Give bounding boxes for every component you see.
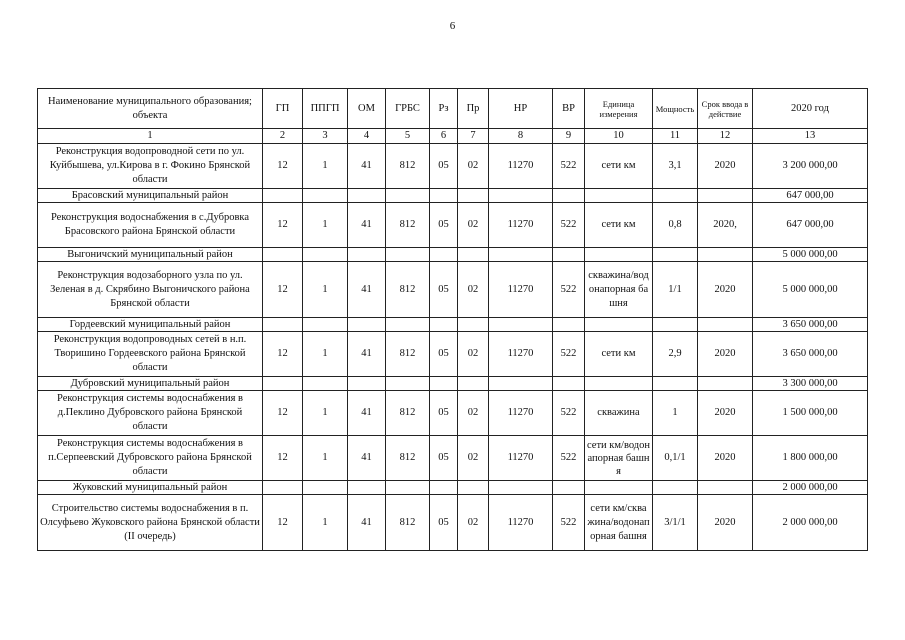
- om-cell: 41: [348, 144, 386, 189]
- district-name: Жуковский муниципальный район: [38, 481, 263, 495]
- vr-cell: 522: [553, 262, 585, 318]
- power-cell: 0,8: [653, 203, 698, 248]
- district-row: [38, 481, 868, 495]
- term-cell: 2020,: [698, 203, 753, 248]
- om-cell: 41: [348, 495, 386, 551]
- nr-cell: 11270: [489, 495, 553, 551]
- nr-cell: 11270: [489, 144, 553, 189]
- vr-cell: 522: [553, 391, 585, 436]
- ppgp-cell: 1: [303, 436, 348, 481]
- column-number: 6: [430, 129, 458, 144]
- budget-table: [37, 88, 868, 551]
- district-row: [38, 189, 868, 203]
- object-name: Реконструкция системы водоснабжения в п.Серпеевский Дубровского района Брянской области: [38, 436, 263, 481]
- header-nr: НР: [489, 89, 553, 129]
- vr-cell: 522: [553, 436, 585, 481]
- district-row: [38, 377, 868, 391]
- power-cell: 0,1/1: [653, 436, 698, 481]
- header-power: Мощность: [653, 89, 698, 129]
- amount-cell: 3 200 000,00: [753, 144, 868, 189]
- header-row: [38, 89, 868, 129]
- column-number-row: [38, 129, 868, 144]
- rz-cell: 05: [430, 436, 458, 481]
- header-ppgp: ППГП: [303, 89, 348, 129]
- rz-cell: 05: [430, 262, 458, 318]
- om-cell: 41: [348, 436, 386, 481]
- gp-cell: 12: [263, 203, 303, 248]
- om-cell: 41: [348, 203, 386, 248]
- column-number: 2: [263, 129, 303, 144]
- column-number: 1: [38, 129, 263, 144]
- pr-cell: 02: [458, 262, 489, 318]
- gp-cell: 12: [263, 262, 303, 318]
- gp-cell: 12: [263, 495, 303, 551]
- grbs-cell: 812: [386, 262, 430, 318]
- power-cell: 2,9: [653, 332, 698, 377]
- rz-cell: 05: [430, 495, 458, 551]
- pr-cell: 02: [458, 144, 489, 189]
- district-name: Дубровский муниципальный район: [38, 377, 263, 391]
- object-row: [38, 332, 868, 377]
- power-cell: 3/1/1: [653, 495, 698, 551]
- term-cell: 2020: [698, 391, 753, 436]
- district-amount: 5 000 000,00: [753, 248, 868, 262]
- column-number: 7: [458, 129, 489, 144]
- rz-cell: 05: [430, 391, 458, 436]
- page-number: 6: [449, 20, 456, 32]
- object-name: Реконструкция водоснабжения в с.Дубровка Брасовского района Брянской области: [38, 203, 263, 248]
- ppgp-cell: 1: [303, 495, 348, 551]
- power-cell: 1: [653, 391, 698, 436]
- header-name: Наименование муниципального образования; объекта: [38, 89, 263, 129]
- term-cell: 2020: [698, 262, 753, 318]
- rz-cell: 05: [430, 332, 458, 377]
- unit-cell: сети км: [585, 203, 653, 248]
- district-amount: 647 000,00: [753, 189, 868, 203]
- column-number: 3: [303, 129, 348, 144]
- column-number: 8: [489, 129, 553, 144]
- column-number: 9: [553, 129, 585, 144]
- object-name: Реконструкция системы водоснабжения в д.Пеклино Дубровского района Брянской области: [38, 391, 263, 436]
- header-grbs: ГРБС: [386, 89, 430, 129]
- term-cell: 2020: [698, 495, 753, 551]
- unit-cell: сети км/скважина/водонапорная башня: [585, 495, 653, 551]
- column-number: 12: [698, 129, 753, 144]
- rz-cell: 05: [430, 203, 458, 248]
- nr-cell: 11270: [489, 203, 553, 248]
- term-cell: 2020: [698, 144, 753, 189]
- pr-cell: 02: [458, 203, 489, 248]
- grbs-cell: 812: [386, 203, 430, 248]
- unit-cell: сети км/водонапорная башня: [585, 436, 653, 481]
- vr-cell: 522: [553, 332, 585, 377]
- pr-cell: 02: [458, 495, 489, 551]
- gp-cell: 12: [263, 144, 303, 189]
- gp-cell: 12: [263, 332, 303, 377]
- ppgp-cell: 1: [303, 144, 348, 189]
- grbs-cell: 812: [386, 144, 430, 189]
- om-cell: 41: [348, 262, 386, 318]
- ppgp-cell: 1: [303, 391, 348, 436]
- object-name: Реконструкция водопроводных сетей в н.п. Творишино Гордеевского района Брянской области: [38, 332, 263, 377]
- vr-cell: 522: [553, 203, 585, 248]
- nr-cell: 11270: [489, 436, 553, 481]
- nr-cell: 11270: [489, 391, 553, 436]
- object-row: [38, 391, 868, 436]
- rz-cell: 05: [430, 144, 458, 189]
- object-row: [38, 262, 868, 318]
- ppgp-cell: 1: [303, 332, 348, 377]
- district-row: [38, 318, 868, 332]
- object-name: Строительство системы водоснабжения в п. Олсуфьево Жуковского района Брянской области (II очередь): [38, 495, 263, 551]
- column-number: 5: [386, 129, 430, 144]
- object-row: [38, 436, 868, 481]
- term-cell: 2020: [698, 332, 753, 377]
- amount-cell: 3 650 000,00: [753, 332, 868, 377]
- object-row: [38, 144, 868, 189]
- header-om: ОМ: [348, 89, 386, 129]
- column-number: 11: [653, 129, 698, 144]
- column-number: 4: [348, 129, 386, 144]
- pr-cell: 02: [458, 436, 489, 481]
- object-row: [38, 495, 868, 551]
- grbs-cell: 812: [386, 391, 430, 436]
- unit-cell: сети км: [585, 144, 653, 189]
- gp-cell: 12: [263, 391, 303, 436]
- object-name: Реконструкция водопроводной сети по ул. Куйбышева, ул.Кирова в г. Фокино Брянской области: [38, 144, 263, 189]
- grbs-cell: 812: [386, 332, 430, 377]
- unit-cell: сети км: [585, 332, 653, 377]
- pr-cell: 02: [458, 332, 489, 377]
- district-amount: 2 000 000,00: [753, 481, 868, 495]
- district-name: Гордеевский муниципальный район: [38, 318, 263, 332]
- header-vr: ВР: [553, 89, 585, 129]
- term-cell: 2020: [698, 436, 753, 481]
- power-cell: 1/1: [653, 262, 698, 318]
- amount-cell: 5 000 000,00: [753, 262, 868, 318]
- vr-cell: 522: [553, 144, 585, 189]
- nr-cell: 11270: [489, 332, 553, 377]
- header-gp: ГП: [263, 89, 303, 129]
- om-cell: 41: [348, 332, 386, 377]
- gp-cell: 12: [263, 436, 303, 481]
- nr-cell: 11270: [489, 262, 553, 318]
- unit-cell: скважина/водонапорная башня: [585, 262, 653, 318]
- district-amount: 3 300 000,00: [753, 377, 868, 391]
- header-pr: Пр: [458, 89, 489, 129]
- header-unit: Единица измерения: [585, 89, 653, 129]
- vr-cell: 522: [553, 495, 585, 551]
- pr-cell: 02: [458, 391, 489, 436]
- header-rz: Рз: [430, 89, 458, 129]
- amount-cell: 1 800 000,00: [753, 436, 868, 481]
- amount-cell: 2 000 000,00: [753, 495, 868, 551]
- object-row: [38, 203, 868, 248]
- om-cell: 41: [348, 391, 386, 436]
- header-term: Срок ввода в действие: [698, 89, 753, 129]
- unit-cell: скважина: [585, 391, 653, 436]
- column-number: 10: [585, 129, 653, 144]
- district-row: [38, 248, 868, 262]
- amount-cell: 647 000,00: [753, 203, 868, 248]
- district-amount: 3 650 000,00: [753, 318, 868, 332]
- header-year: 2020 год: [753, 89, 868, 129]
- district-name: Брасовский муниципальный район: [38, 189, 263, 203]
- power-cell: 3,1: [653, 144, 698, 189]
- ppgp-cell: 1: [303, 262, 348, 318]
- grbs-cell: 812: [386, 436, 430, 481]
- object-name: Реконструкция водозаборного узла по ул. Зеленая в д. Скрябино Выгоничского района Брянской области: [38, 262, 263, 318]
- grbs-cell: 812: [386, 495, 430, 551]
- column-number: 13: [753, 129, 868, 144]
- ppgp-cell: 1: [303, 203, 348, 248]
- amount-cell: 1 500 000,00: [753, 391, 868, 436]
- district-name: Выгоничский муниципальный район: [38, 248, 263, 262]
